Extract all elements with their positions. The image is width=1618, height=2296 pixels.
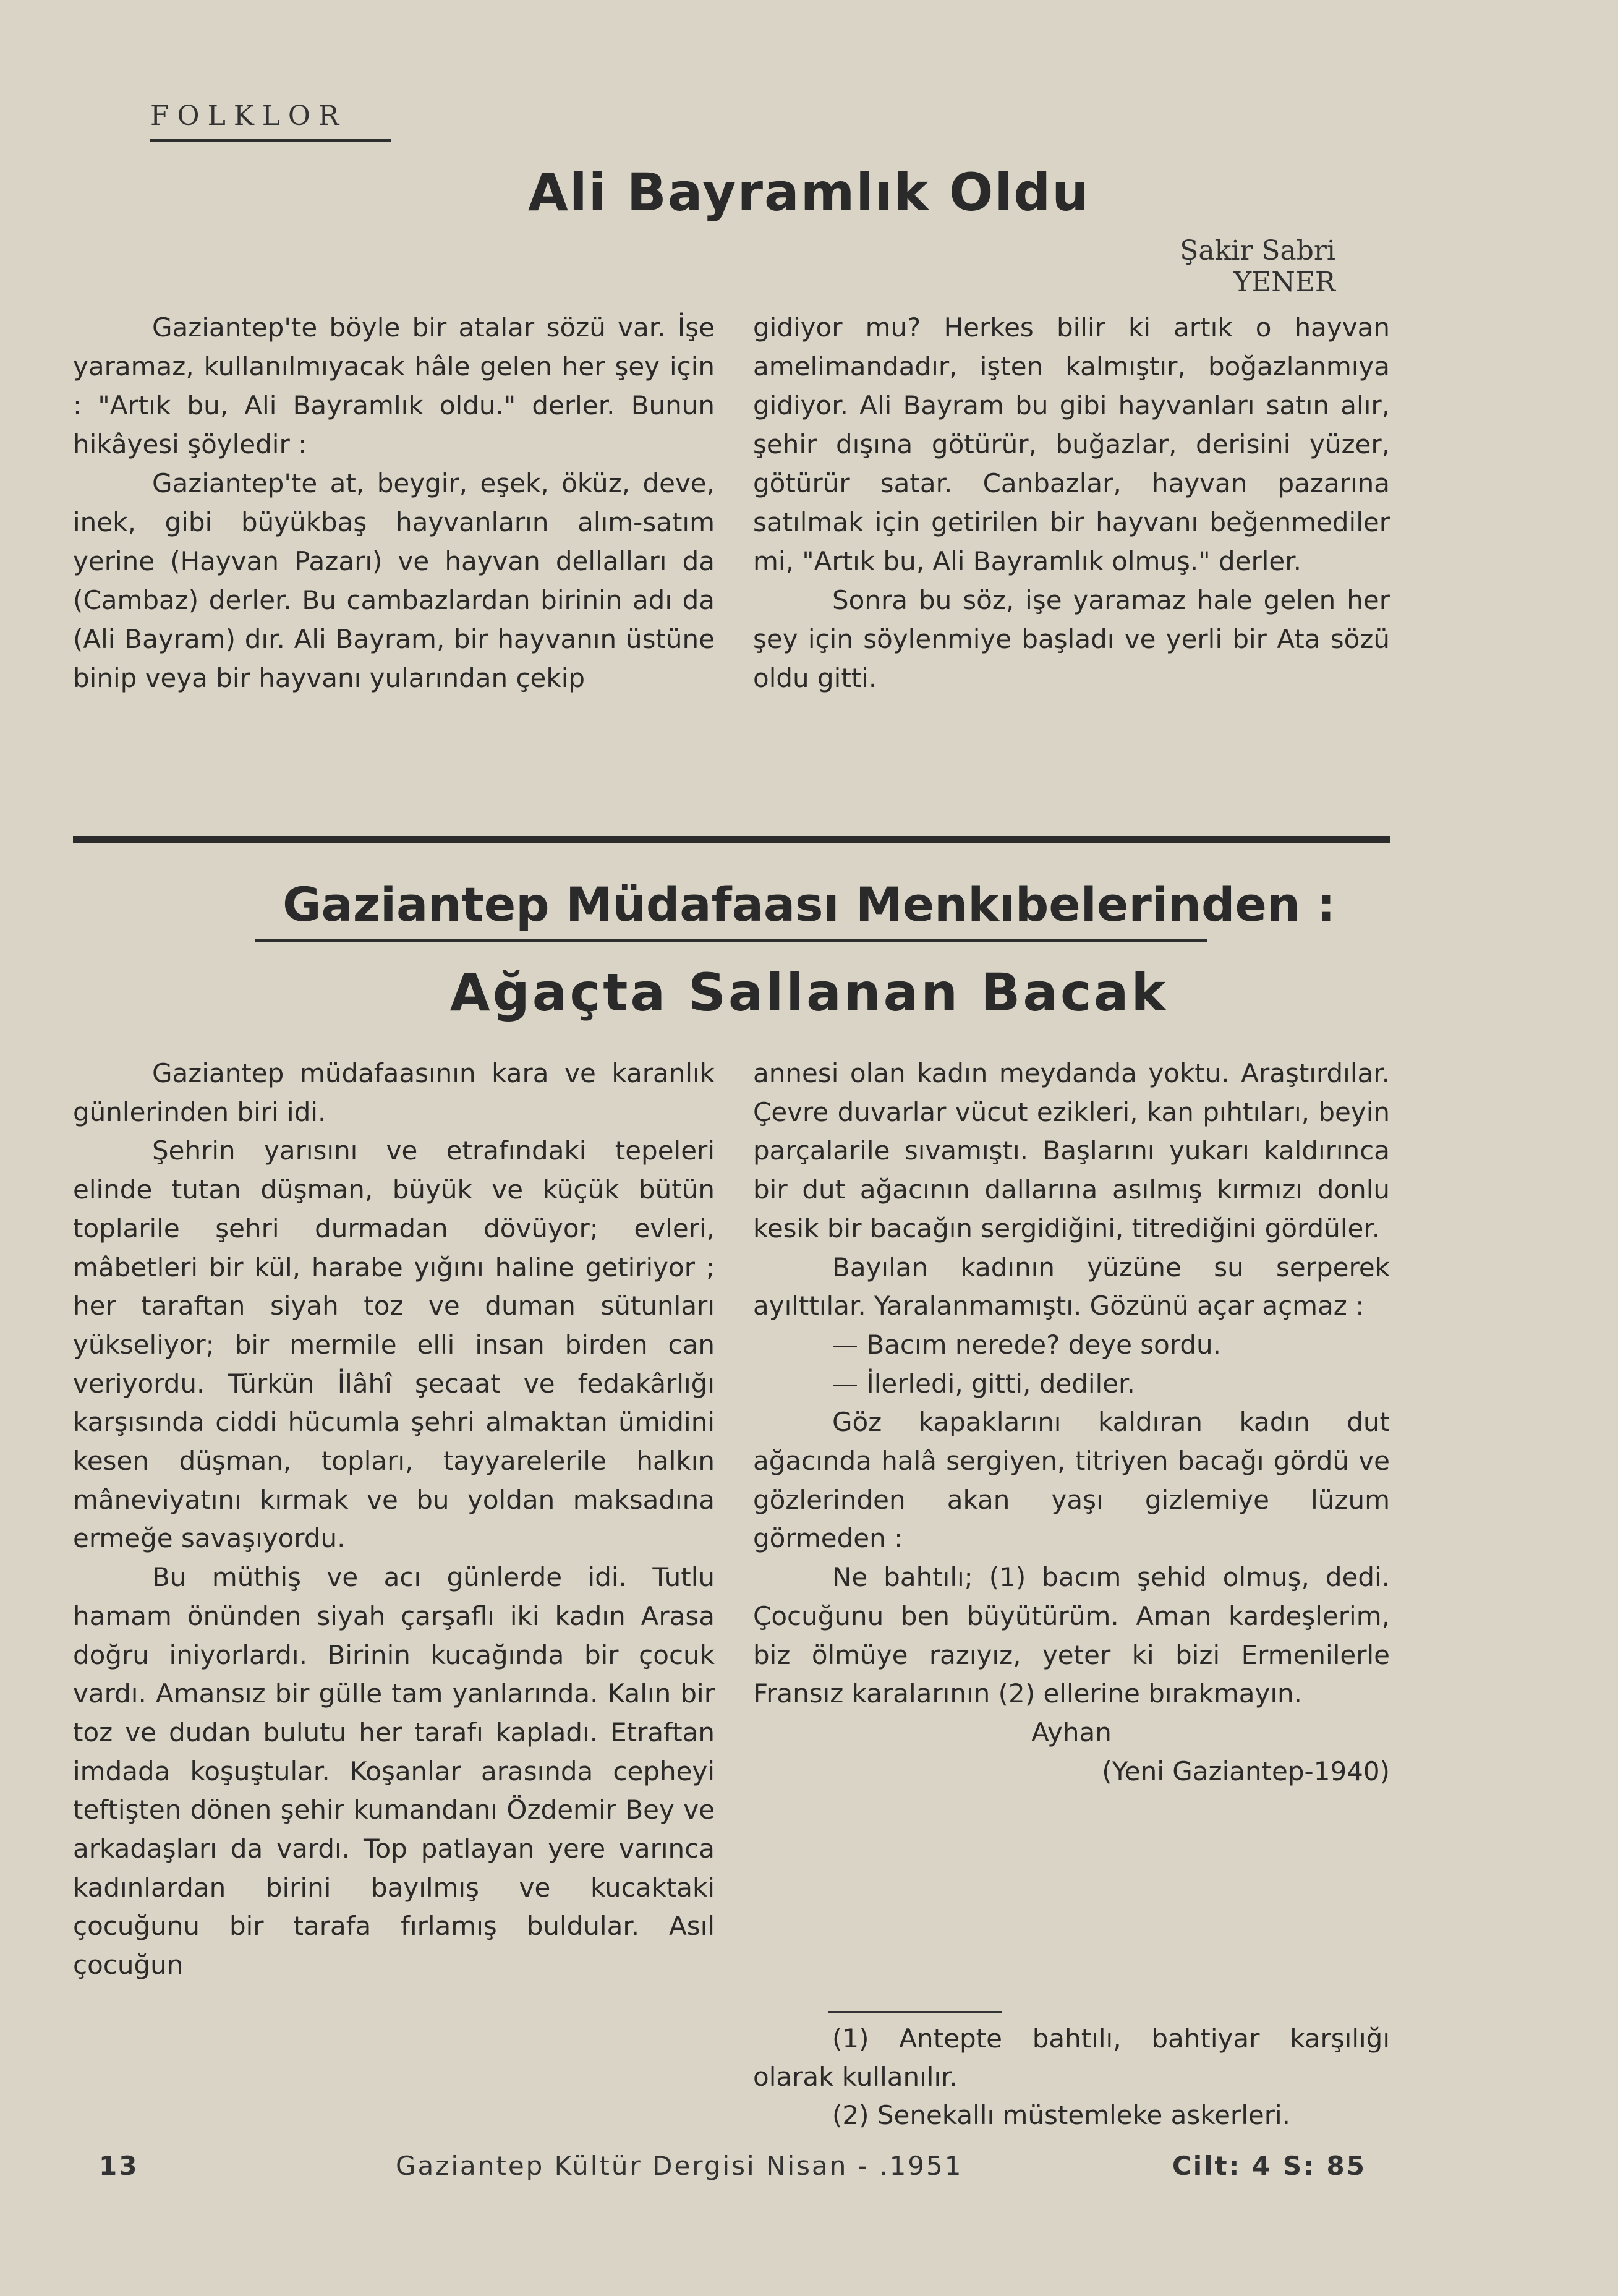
article2-title-underline	[255, 939, 1207, 942]
paragraph: Sonra bu söz, işe yaramaz hale gelen her şey için söylenmiye başladı ve yerli bir Ata sözü oldu gitti.	[753, 585, 1390, 693]
paragraph: Şehrin yarısını ve etrafındaki tepeleri elinde tutan düşman, büyük ve küçük bütün toplarile şehri durmadan dövüyor; evleri, mâbetleri bir kül, harabe yığını haline getiriyor ; her taraftan siyah toz ve duman sütunları yükseliyor; bir mermile elli insan birden can veriyordu. Türkün İlâhî şecaat ve fedakârlığı karşısında ciddi hücumla şehri almaktan ümidini kesen düşman, topları, tayyarelerile halkın mâneviyatını kırmak ve bu yoldan maksadına ermeğe savaşıyordu.	[73, 1135, 715, 1554]
article2-title: Gaziantep Müdafaası Menkıbelerinden :	[283, 877, 1335, 932]
section-underline	[150, 139, 391, 142]
source-citation: (Yeni Gaziantep-1940)	[1102, 1756, 1390, 1786]
footnote: (2) Senekallı müstemleke askerleri.	[832, 2100, 1290, 2130]
article1-left-column	[73, 308, 715, 698]
page-footer	[99, 2151, 1366, 2188]
paragraph: Bayılan kadının yüzüne su serperek ayılttılar. Yaralanmamıştı. Gözünü açar açmaz :	[753, 1252, 1390, 1321]
paragraph: Gaziantep'te böyle bir atalar sözü var. İşe yaramaz, kullanılmıyacak hâle gelen her şey için : "Artık bu, Ali Bayramlık oldu." derler. Bunun hikâyesi şöyledir :	[73, 312, 715, 459]
article-author: Şakir Sabri YENER	[1180, 235, 1335, 298]
paragraph: gidiyor mu? Herkes bilir ki artık o hayvan amelimandadır, işten kalmıştır, boğazlanmıya gidiyor. Ali Bayram bu gibi hayvanları satın alır, şehir dışına götürür, buğazlar, derisini yüzer, götürür satar. Canbazlar, hayvan pazarına satılmak için getirilen bir hayvanı beğenmediler mi, "Artık bu, Ali Bayramlık olmuş." derler.	[753, 312, 1390, 576]
volume-number: Cilt: 4 S: 85	[1172, 2151, 1366, 2181]
section-divider	[73, 836, 1390, 843]
section-label: FOLKLOR	[150, 100, 347, 132]
paragraph: annesi olan kadın meydanda yoktu. Araştırdılar. Çevre duvarlar vücut ezikleri, kan pıhtıları, beyin parçalarile sıvamıştı. Başlarını yukarı kaldırınca bir dut ağacının dallarına asılmış kırmızı donlu kesik bir bacağın sergidiğini, titrediğini gördüler.	[753, 1058, 1390, 1244]
article2-right-column	[753, 1054, 1390, 1791]
dialogue-line: — İlerledi, gitti, dediler.	[832, 1368, 1135, 1399]
paragraph: Göz kapaklarını kaldıran kadın dut ağacında halâ sergiyen, titriyen bacağı gördü ve gözlerinden akan yaşı gizlemiye lüzum görmeden :	[753, 1407, 1390, 1554]
footnote-rule	[828, 2011, 1002, 2013]
paragraph: Gaziantep'te at, beygir, eşek, öküz, deve, inek, gibi büyükbaş hayvanların alım-satım yerine (Hayvan Pazarı) ve hayvan dellalları da (Cambaz) derler. Bu cambazlardan birinin adı da (Ali Bayram) dır. Ali Bayram, bir hayvanın üstüne binip veya bir hayvanı yularından çekip	[73, 468, 715, 693]
article2-subtitle: Ağaçta Sallanan Bacak	[449, 962, 1169, 1023]
article-title: Ali Bayramlık Oldu	[527, 162, 1091, 223]
page-number: 13	[99, 2151, 139, 2181]
article2-left-column	[73, 1054, 715, 1985]
paragraph: Gaziantep müdafaasının kara ve karanlık günlerinden biri idi.	[73, 1058, 715, 1127]
footnotes	[753, 2020, 1390, 2135]
dialogue-line: — Bacım nerede? deye sordu.	[832, 1329, 1221, 1360]
signature: Ayhan	[1031, 1717, 1112, 1748]
magazine-issue: Gaziantep Kültür Dergisi Nisan - .1951	[396, 2151, 963, 2181]
paragraph: Ne bahtılı; (1) bacım şehid olmuş, dedi. Çocuğunu ben büyütürüm. Aman kardeşlerim, biz ölmüye razıyız, yeter ki bizi Ermenilerle Fransız karalarının (2) ellerine bırakmayın.	[753, 1562, 1390, 1709]
article1-right-column	[753, 308, 1390, 698]
paragraph: Bu müthiş ve acı günlerde idi. Tutlu hamam önünden siyah çarşaflı iki kadın Arasa doğru iniyorlardı. Birinin kucağında bir çocuk vardı. Amansız bir gülle tam yanlarında. Kalın bir toz ve dudan bulutu her tarafı kapladı. Etraftan imdada koşuştular. Koşanlar arasında cepheyi teftişten dönen şehir kumandanı Özdemir Bey ve arkadaşları da vardı. Top patlayan yere varınca kadınlardan birini bayılmış ve kucaktaki çocuğunu bir tarafa fırlamış buldular. Asıl çocuğun	[73, 1562, 715, 1981]
footnote: (1) Antepte bahtılı, bahtiyar karşılığı olarak kullanılır.	[753, 2023, 1390, 2092]
